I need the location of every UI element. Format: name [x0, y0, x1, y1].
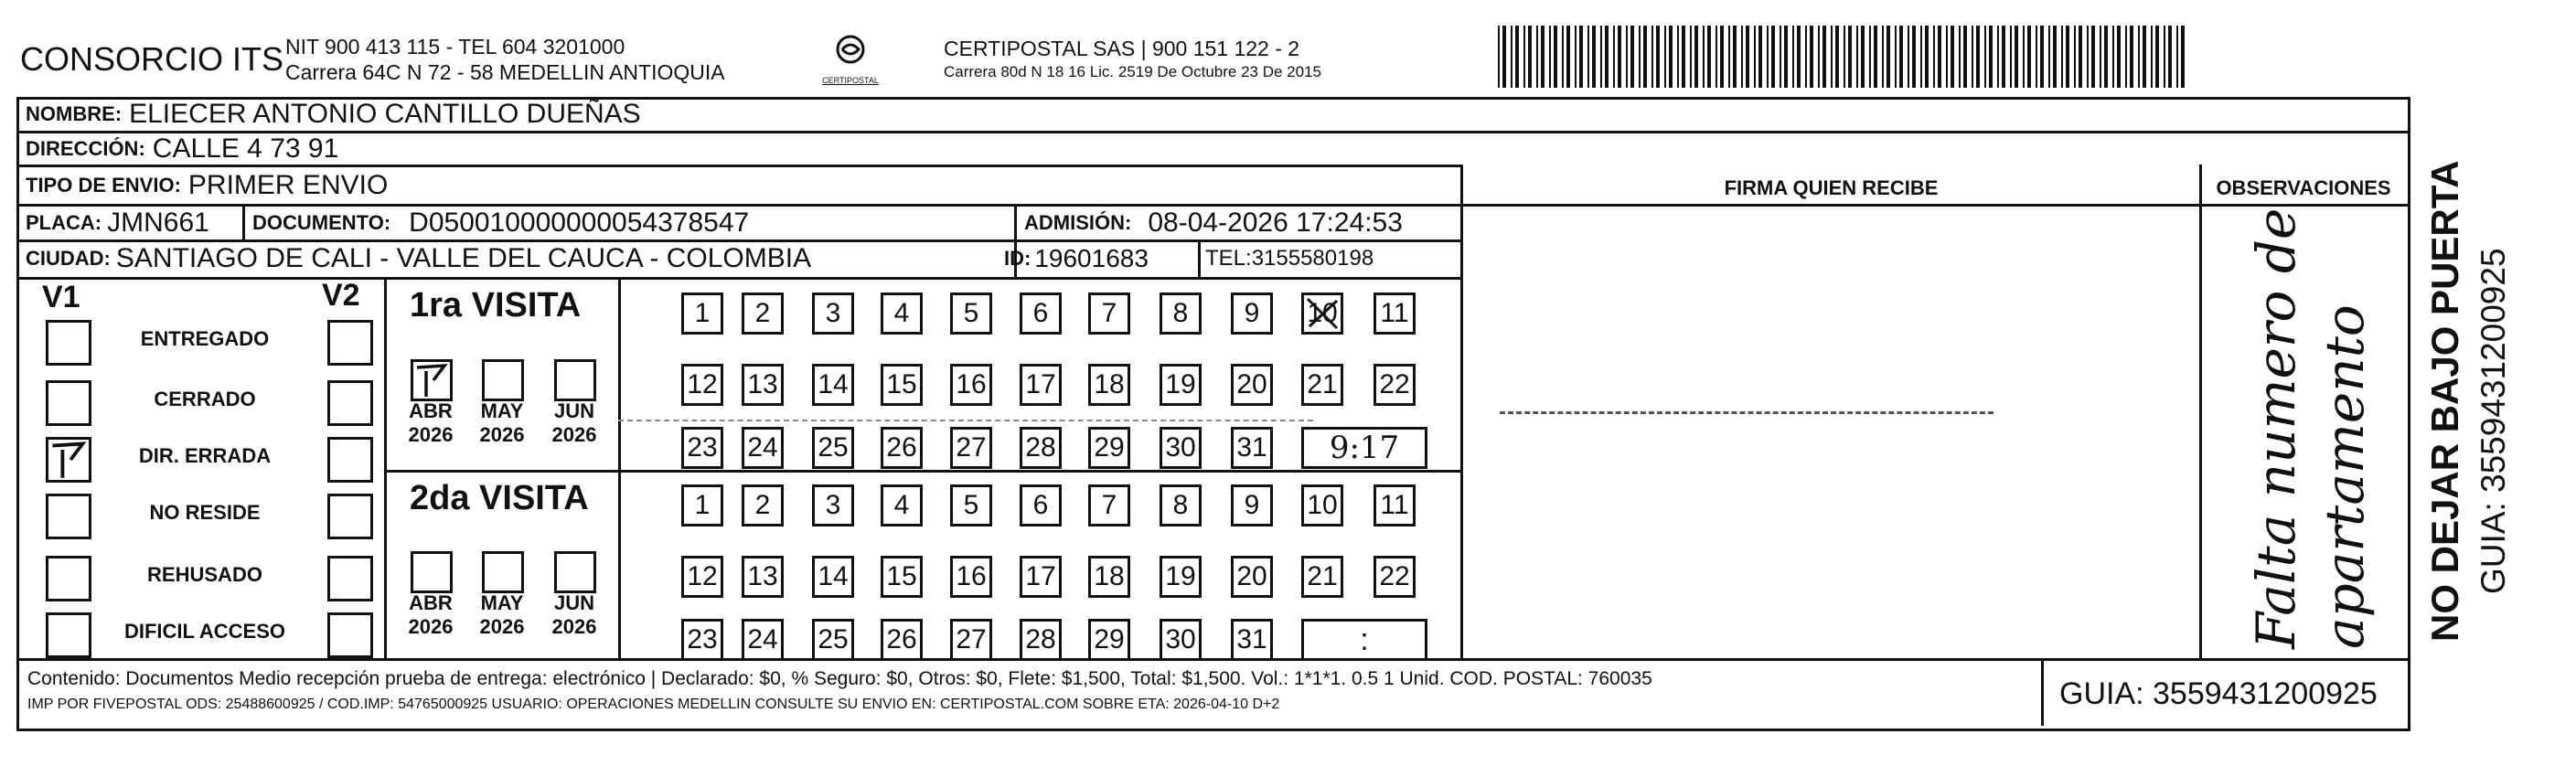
barcode-bar — [1920, 26, 1922, 88]
barcode-bar — [2130, 26, 2133, 88]
barcode-bar — [1618, 26, 1621, 88]
day-cell[interactable]: 13 — [742, 556, 784, 598]
barcode-bar — [1613, 26, 1615, 88]
barcode-bar — [1810, 26, 1813, 88]
day-cell[interactable]: 9 — [1231, 484, 1273, 527]
day-cell[interactable]: 20 — [1231, 364, 1273, 406]
barcode-bar — [1780, 26, 1781, 88]
barcode-bar — [1651, 26, 1653, 88]
barcode-bar — [1754, 26, 1756, 88]
month-checkbox[interactable] — [411, 359, 453, 401]
visit2-title: 2da VISITA — [410, 479, 589, 517]
barcode-bar — [1554, 26, 1557, 88]
documento-row — [252, 206, 749, 239]
day-cell[interactable]: 6 — [1020, 293, 1062, 335]
day-cell[interactable]: 27 — [950, 619, 992, 661]
placa-value: JMN661 — [107, 207, 209, 238]
month-label: ABR — [409, 399, 453, 422]
barcode-bar — [1882, 26, 1884, 88]
certipostal-line1: CERTIPOSTAL SAS | 900 151 122 - 2 — [944, 37, 1300, 60]
day-cell[interactable]: 17 — [1020, 556, 1062, 598]
certipostal-logo — [818, 33, 882, 88]
day-cell[interactable]: 10 — [1301, 293, 1343, 335]
day-cell[interactable]: 23 — [681, 427, 723, 469]
year-label: 2026 — [551, 423, 597, 446]
barcode-bar — [1741, 26, 1743, 88]
day-cell[interactable]: 30 — [1160, 427, 1202, 469]
month-label: MAY — [480, 591, 524, 614]
barcode-bar — [1515, 26, 1519, 88]
certipostal-line2: Carrera 80d N 18 16 Lic. 2519 De Octubre 23 De 2015 — [944, 63, 1321, 80]
documento-label: DOCUMENTO: — [252, 210, 391, 234]
barcode — [1498, 26, 2193, 90]
barcode-bar — [2104, 26, 2108, 88]
day-cell[interactable]: 6 — [1020, 484, 1062, 527]
year-label: 2026 — [408, 423, 454, 446]
barcode-bar — [1959, 26, 1961, 88]
footer-line1: Contenido: Documentos Medio recepción prueba de entrega: electrónico | Declarado: $0, % Seguro: $0, Otros: $0, Flete: $1,500, Total: $1,500. Vol.: 1*1*1. 0.5 1 Unid. COD. POSTAL: 760035 — [27, 668, 1652, 689]
barcode-bar — [2066, 26, 2069, 88]
v2-checkbox[interactable] — [327, 494, 373, 539]
barcode-bar — [1792, 26, 1794, 88]
barcode-bar — [1562, 26, 1564, 88]
day-cell[interactable]: 4 — [881, 293, 923, 335]
ciudad-row — [26, 241, 811, 276]
barcode-bar — [2040, 26, 2044, 88]
barcode-bar — [1972, 26, 1973, 88]
handwritten-check-icon — [48, 440, 89, 480]
day-cell[interactable]: 10 — [1301, 484, 1343, 527]
company-nit: NIT 900 413 115 - TEL 604 3201000 — [285, 35, 625, 59]
barcode-bar — [1951, 26, 1954, 88]
certipostal-logo-text: CERTIPOSTAL — [822, 76, 879, 85]
tipo-label: TIPO DE ENVIO: — [26, 174, 181, 197]
observaciones-handwriting-2: apartamento — [2314, 304, 2376, 649]
placa-label: PLACA: — [26, 210, 102, 234]
ciudad-label: CIUDAD: — [26, 247, 111, 270]
barcode-bar — [1630, 26, 1634, 88]
barcode-bar — [2155, 26, 2159, 88]
day-cell[interactable]: 3 — [812, 293, 854, 335]
barcode-bar — [1997, 26, 1999, 88]
barcode-bar — [1502, 26, 1506, 88]
day-cell[interactable]: 22 — [1374, 556, 1416, 598]
nombre-value: ELIECER ANTONIO CANTILLO DUEÑAS — [129, 99, 641, 129]
barcode-bar — [1758, 26, 1762, 88]
v2-checkbox[interactable] — [327, 612, 373, 658]
barcode-bar — [1682, 26, 1685, 88]
barcode-bar — [1639, 26, 1641, 88]
day-cell[interactable]: 19 — [1160, 364, 1202, 406]
status-option-label: ENTREGADO — [140, 327, 270, 350]
day-cell[interactable]: 21 — [1301, 556, 1343, 598]
month-checkbox[interactable] — [411, 551, 453, 593]
barcode-bar — [1716, 26, 1717, 88]
observaciones-handwriting-1: Falta numero de — [2245, 207, 2307, 649]
day-cell[interactable]: 11 — [1374, 484, 1416, 527]
barcode-bar — [1746, 26, 1749, 88]
barcode-bar — [2091, 26, 2095, 88]
day-cell[interactable]: 5 — [950, 484, 992, 527]
day-cell[interactable]: 15 — [881, 364, 923, 406]
direccion-row — [26, 133, 338, 165]
v2-header: V2 — [322, 278, 360, 313]
barcode-bar — [1656, 26, 1660, 88]
barcode-bar — [2151, 26, 2153, 88]
status-option-label: DIFICIL ACCESO — [123, 620, 285, 643]
barcode-bar — [1989, 26, 1993, 88]
day-cell[interactable]: 2 — [742, 293, 784, 335]
tel-value: 3155580198 — [1251, 246, 1374, 271]
status-option-label: CERRADO — [154, 388, 256, 410]
v1-header: V1 — [42, 280, 80, 314]
month-label: ABR — [409, 591, 453, 614]
direccion-label: DIRECCIÓN: — [26, 137, 145, 160]
placa-row — [26, 206, 209, 239]
status-option-label: DIR. ERRADA — [138, 444, 272, 467]
day-cell[interactable]: 1 — [681, 293, 723, 335]
barcode-bar — [1498, 26, 1500, 88]
barcode-bar — [1694, 26, 1698, 88]
barcode-bar — [2125, 26, 2127, 88]
day-cell[interactable]: 12 — [681, 556, 723, 598]
barcode-bar — [2023, 26, 2025, 88]
tipo-value: PRIMER ENVIO — [187, 170, 389, 200]
v1-checkbox[interactable] — [46, 437, 91, 483]
time-field[interactable]: : — [1301, 619, 1427, 661]
barcode-bar — [1844, 26, 1845, 88]
day-cell[interactable]: 24 — [742, 619, 784, 661]
firma-header: FIRMA QUIEN RECIBE — [1724, 176, 1939, 199]
barcode-bar — [1984, 26, 1986, 88]
admision-value: 08-04-2026 17:24:53 — [1148, 207, 1403, 238]
barcode-bar — [1874, 26, 1877, 88]
v2-checkbox[interactable] — [327, 380, 373, 426]
certipostal-logo-icon — [818, 33, 882, 69]
v2-checkbox[interactable] — [327, 320, 373, 366]
day-cell[interactable]: 21 — [1301, 364, 1343, 406]
v1-checkbox[interactable] — [46, 494, 91, 539]
barcode-bar — [1600, 26, 1602, 88]
month-checkbox[interactable] — [554, 551, 596, 593]
barcode-bar — [2112, 26, 2114, 88]
day-cell[interactable]: 25 — [812, 427, 854, 469]
company-address: Carrera 64C N 72 - 58 MEDELLIN ANTIOQUIA — [285, 60, 725, 84]
barcode-bar — [1869, 26, 1871, 88]
barcode-bar — [1887, 26, 1890, 88]
barcode-bar — [1720, 26, 1724, 88]
barcode-bar — [1664, 26, 1666, 88]
v1-checkbox[interactable] — [46, 556, 91, 601]
month-label: JUN — [553, 591, 594, 614]
time-field[interactable]: 9:17 — [1301, 427, 1427, 469]
day-cell[interactable]: 27 — [950, 427, 992, 469]
day-cell[interactable]: 17 — [1020, 364, 1062, 406]
barcode-bar — [1831, 26, 1833, 88]
side-guia: GUIA: 3559431200925 — [2474, 248, 2512, 594]
day-cell[interactable]: 28 — [1020, 619, 1062, 661]
day-cell[interactable]: 31 — [1231, 427, 1273, 469]
company-name: CONSORCIO ITS — [20, 40, 284, 78]
barcode-bar — [2143, 26, 2146, 88]
day-cell[interactable]: 15 — [881, 556, 923, 598]
barcode-bar — [2036, 26, 2037, 88]
barcode-bar — [1861, 26, 1865, 88]
tipo-row — [26, 168, 388, 203]
handwritten-check-icon — [413, 362, 450, 399]
day-cell[interactable]: 30 — [1160, 619, 1202, 661]
day-cell[interactable]: 16 — [950, 364, 992, 406]
nombre-row — [26, 98, 641, 131]
day-cell[interactable]: 7 — [1088, 484, 1130, 527]
v2-checkbox[interactable] — [327, 437, 373, 483]
barcode-bar — [1587, 26, 1589, 88]
side-no-dejar: NO DEJAR BAJO PUERTA — [2423, 160, 2466, 642]
footer-line2: IMP POR FIVEPOSTAL ODS: 25488600925 / COD.IMP: 54765000925 USUARIO: OPERACIONES MEDELLIN CONSULTE SU ENVIO EN: CERTIPOSTAL.COM SOBRE ETA: 2026-04-10 D+2 — [27, 697, 1280, 712]
day-cell[interactable]: 24 — [742, 427, 784, 469]
barcode-bar — [2176, 26, 2178, 88]
barcode-bar — [1728, 26, 1730, 88]
barcode-bar — [1707, 26, 1711, 88]
day-cell[interactable]: 11 — [1374, 293, 1416, 335]
barcode-bar — [2117, 26, 2121, 88]
day-cell[interactable]: 29 — [1088, 427, 1130, 469]
barcode-bar — [1579, 26, 1583, 88]
day-cell[interactable]: 5 — [950, 293, 992, 335]
barcode-bar — [2074, 26, 2076, 88]
barcode-bar — [1912, 26, 1916, 88]
cross-out-mark-icon — [1304, 295, 1341, 332]
day-cell[interactable]: 1 — [681, 484, 723, 527]
barcode-bar — [1797, 26, 1801, 88]
v2-checkbox[interactable] — [327, 556, 373, 601]
barcode-bar — [1575, 26, 1577, 88]
visit1-title: 1ra VISITA — [410, 286, 582, 324]
firma-area — [1500, 411, 1993, 418]
day-cell[interactable]: 31 — [1231, 619, 1273, 661]
year-label: 2026 — [551, 615, 597, 638]
barcode-bar — [1528, 26, 1532, 88]
id-label: ID: — [1004, 247, 1031, 270]
id-row — [1004, 241, 1149, 276]
barcode-bar — [1690, 26, 1692, 88]
admision-row — [1024, 206, 1403, 239]
barcode-bar — [1767, 26, 1769, 88]
barcode-bar — [1835, 26, 1839, 88]
barcode-bar — [2027, 26, 2031, 88]
barcode-bar — [1925, 26, 1929, 88]
day-cell[interactable]: 26 — [881, 619, 923, 661]
year-label: 2026 — [479, 615, 525, 638]
barcode-bar — [1856, 26, 1858, 88]
barcode-bar — [2181, 26, 2185, 88]
barcode-bar — [1976, 26, 1980, 88]
barcode-bar — [2053, 26, 2057, 88]
barcode-bar — [1938, 26, 1941, 88]
barcode-bar — [2164, 26, 2165, 88]
barcode-bar — [2061, 26, 2063, 88]
barcode-bar — [1963, 26, 1967, 88]
day-cell[interactable]: 28 — [1020, 427, 1062, 469]
nombre-label: NOMBRE: — [26, 102, 123, 125]
documento-value: D050010000000054378547 — [409, 207, 750, 238]
v1-checkbox[interactable] — [46, 612, 91, 658]
barcode-bar — [1677, 26, 1679, 88]
month-checkbox[interactable] — [554, 359, 596, 401]
day-cell[interactable]: 2 — [742, 484, 784, 527]
day-cell[interactable]: 29 — [1088, 619, 1130, 661]
day-cell[interactable]: 26 — [881, 427, 923, 469]
day-cell[interactable]: 14 — [812, 364, 854, 406]
status-option-label: REHUSADO — [147, 563, 262, 586]
barcode-bar — [2138, 26, 2140, 88]
day-cell[interactable]: 3 — [812, 484, 854, 527]
barcode-bar — [1946, 26, 1948, 88]
year-label: 2026 — [479, 423, 525, 446]
day-cell[interactable]: 8 — [1160, 293, 1202, 335]
day-cell[interactable]: 19 — [1160, 556, 1202, 598]
day-cell[interactable]: 12 — [681, 364, 723, 406]
barcode-bar — [1895, 26, 1897, 88]
day-cell[interactable]: 23 — [681, 619, 723, 661]
barcode-bar — [2168, 26, 2172, 88]
barcode-bar — [1605, 26, 1609, 88]
day-cell[interactable]: 25 — [812, 619, 854, 661]
barcode-bar — [1566, 26, 1570, 88]
barcode-bar — [2002, 26, 2005, 88]
id-value: 19601683 — [1034, 244, 1149, 272]
barcode-bar — [2010, 26, 2012, 88]
barcode-bar — [1592, 26, 1596, 88]
day-cell[interactable]: 18 — [1088, 556, 1130, 598]
month-label: MAY — [480, 399, 524, 422]
barcode-bar — [1626, 26, 1628, 88]
day-cell[interactable]: 22 — [1374, 364, 1416, 406]
scan-line — [618, 420, 1313, 421]
barcode-bar — [2015, 26, 2018, 88]
barcode-bar — [1541, 26, 1545, 88]
observaciones-header: OBSERVACIONES — [2216, 176, 2391, 199]
ciudad-value: SANTIAGO DE CALI - VALLE DEL CAUCA - COLOMBIA — [115, 243, 812, 273]
status-option-label: NO RESIDE — [149, 501, 261, 524]
barcode-bar — [2079, 26, 2082, 88]
barcode-bar — [1733, 26, 1737, 88]
month-checkbox[interactable] — [482, 551, 524, 593]
barcode-bar — [1549, 26, 1551, 88]
day-cell[interactable]: 18 — [1088, 364, 1130, 406]
barcode-bar — [2100, 26, 2101, 88]
admision-label: ADMISIÓN: — [1024, 210, 1132, 234]
barcode-bar — [1511, 26, 1512, 88]
barcode-bar — [1523, 26, 1525, 88]
day-cell[interactable]: 20 — [1231, 556, 1273, 598]
year-label: 2026 — [408, 615, 454, 638]
barcode-bar — [2048, 26, 2050, 88]
barcode-bar — [1933, 26, 1935, 88]
barcode-bar — [1669, 26, 1673, 88]
barcode-bar — [1784, 26, 1788, 88]
tel-label: TEL: — [1205, 246, 1252, 271]
barcode-bar — [1822, 26, 1826, 88]
barcode-bar — [2087, 26, 2089, 88]
barcode-bar — [1643, 26, 1647, 88]
barcode-bar — [1703, 26, 1705, 88]
footer-guia: GUIA: 3559431200925 — [2059, 676, 2378, 711]
day-cell[interactable]: 7 — [1088, 293, 1130, 335]
day-cell[interactable]: 9 — [1231, 293, 1273, 335]
v1-checkbox[interactable] — [46, 320, 91, 366]
month-checkbox[interactable] — [482, 359, 524, 401]
tel-row — [1205, 241, 1374, 276]
v1-checkbox[interactable] — [46, 380, 91, 426]
day-cell[interactable]: 13 — [742, 364, 784, 406]
month-label: JUN — [553, 399, 594, 422]
direccion-value: CALLE 4 73 91 — [152, 133, 339, 164]
barcode-bar — [1536, 26, 1538, 88]
day-cell[interactable]: 16 — [950, 556, 992, 598]
day-cell[interactable]: 4 — [881, 484, 923, 527]
day-cell[interactable]: 14 — [812, 556, 854, 598]
barcode-bar — [1805, 26, 1807, 88]
barcode-bar — [1899, 26, 1903, 88]
barcode-bar — [1771, 26, 1775, 88]
barcode-bar — [1848, 26, 1852, 88]
barcode-bar — [1908, 26, 1909, 88]
barcode-bar — [1818, 26, 1820, 88]
day-cell[interactable]: 8 — [1160, 484, 1202, 527]
